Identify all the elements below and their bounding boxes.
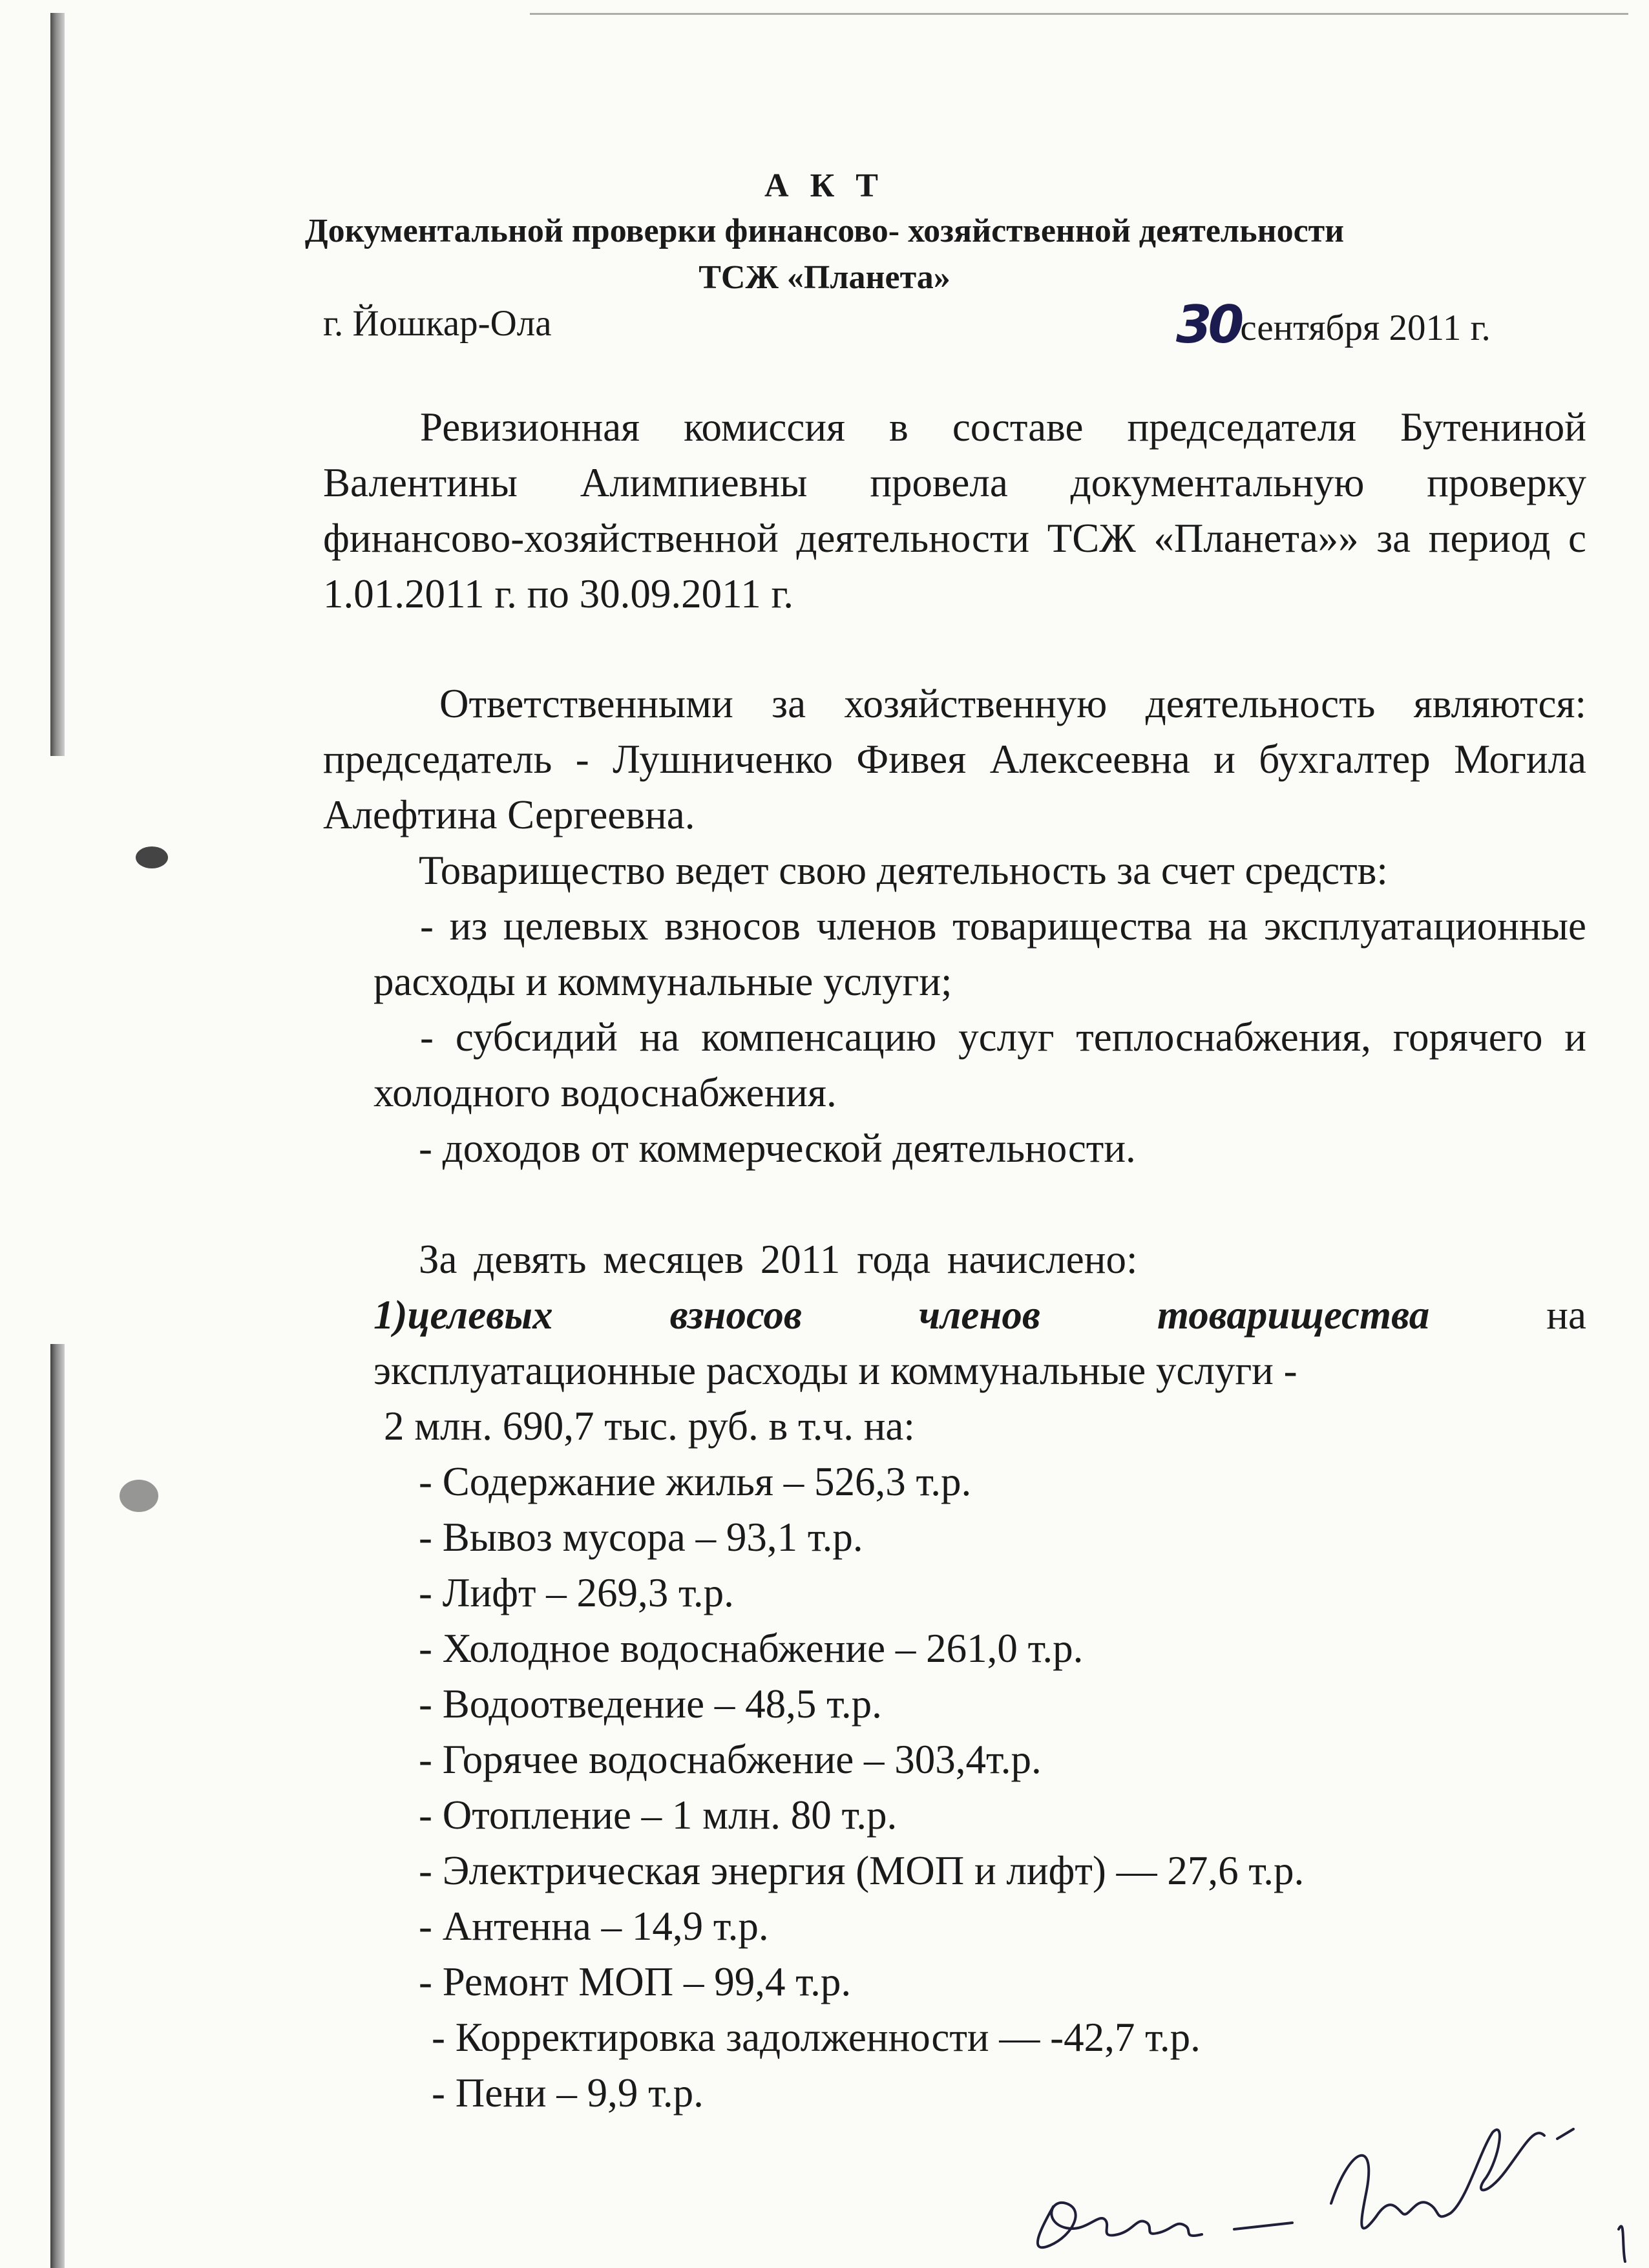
paragraph-responsible: Ответственными за хозяйственную деятельность являются: председатель - Лушниченко Фивея Алексеевна и бухгалтер Могила Алефтина Сергеевна. (323, 681, 1586, 837)
breakdown-item: - Отопление – 1 млн. 80 т.р. (419, 1792, 898, 1838)
handwritten-signatures (989, 2068, 1648, 2268)
breakdown-item: - Горячее водоснабжение – 303,4т.р. (419, 1737, 1042, 1782)
breakdown-item: - Корректировка задолженности — -42,7 т.р. (432, 2015, 1201, 2060)
funding-item-1-line2: эксплуатационные расходы и коммунальные услуги; (373, 903, 1586, 1004)
hole-punch-mark (136, 846, 168, 868)
document-title: А К Т (764, 167, 885, 204)
accrued-item-1-line2: эксплуатационные расходы и коммунальные услуги - (373, 1348, 1297, 1393)
document-subtitle-line1: Документальной проверки финансово- хозяйственной деятельности (304, 213, 1345, 249)
document-date (1176, 295, 1491, 355)
date-rest: сентября 2011 г. (1240, 308, 1491, 348)
item1-word: 1)целевых (373, 1292, 553, 1338)
scan-edge-top (50, 13, 65, 756)
funding-item-2 (373, 1009, 1586, 1120)
breakdown-item: - Водоотведение – 48,5 т.р. (419, 1681, 882, 1727)
accrued-intro: За девять месяцев 2011 года начислено: (419, 1237, 1138, 1282)
funding-item-2-line2: горячего и холодного водоснабжения. (373, 1014, 1587, 1115)
breakdown-item: - Холодное водоснабжение – 261,0 т.р. (419, 1626, 1084, 1671)
item1-word: членов (919, 1292, 1041, 1338)
item1-word: товарищества (1157, 1292, 1430, 1338)
breakdown-item: - Вывоз мусора – 93,1 т.р. (419, 1515, 863, 1560)
handwritten-day: 30 (1176, 295, 1241, 355)
funding-item-1-line1: - из целевых взносов членов товарищества на (420, 903, 1248, 949)
accrued-item-1-total: 2 млн. 690,7 тыс. руб. в т.ч. на: (384, 1403, 915, 1449)
breakdown-item: - Лифт – 269,3 т.р. (419, 1570, 734, 1615)
scan-smudge (120, 1480, 158, 1512)
scan-top-line (530, 13, 1628, 15)
funding-intro: Товарищество ведет свою деятельность за счет средств: (419, 848, 1388, 893)
document-place: г. Йошкар-Ола (323, 303, 552, 344)
breakdown-item: - Электрическая энергия (МОП и лифт) — 27,6 т.р. (419, 1848, 1305, 1893)
funding-item-2-line1: - субсидий на компенсацию услуг теплоснабжения, (420, 1014, 1371, 1060)
breakdown-item: - Пени – 9,9 т.р. (432, 2070, 704, 2116)
item1-word: на (1546, 1292, 1586, 1338)
breakdown-item: - Содержание жилья – 526,3 т.р. (419, 1459, 972, 1504)
funding-item-3: - доходов от коммерческой деятельности. (419, 1126, 1136, 1171)
breakdown-item: - Антенна – 14,9 т.р. (419, 1904, 769, 1949)
item1-word: взносов (669, 1292, 803, 1338)
paragraph-commission: Ревизионная комиссия в составе председателя Бутениной Валентины Алимпиевны провела документальную проверку финансово-хозяйственной деятельности ТСЖ «Планета»» за период с 1.01.2011 г. по 30.09.2011 г. (323, 404, 1586, 616)
document-subtitle-line2: ТСЖ «Планета» (698, 259, 951, 296)
scan-edge-bottom (50, 1344, 65, 2268)
breakdown-item: - Ремонт МОП – 99,4 т.р. (419, 1959, 852, 2004)
accrued-item-1-line1 (373, 1287, 1586, 1343)
funding-item-1 (373, 898, 1586, 1009)
